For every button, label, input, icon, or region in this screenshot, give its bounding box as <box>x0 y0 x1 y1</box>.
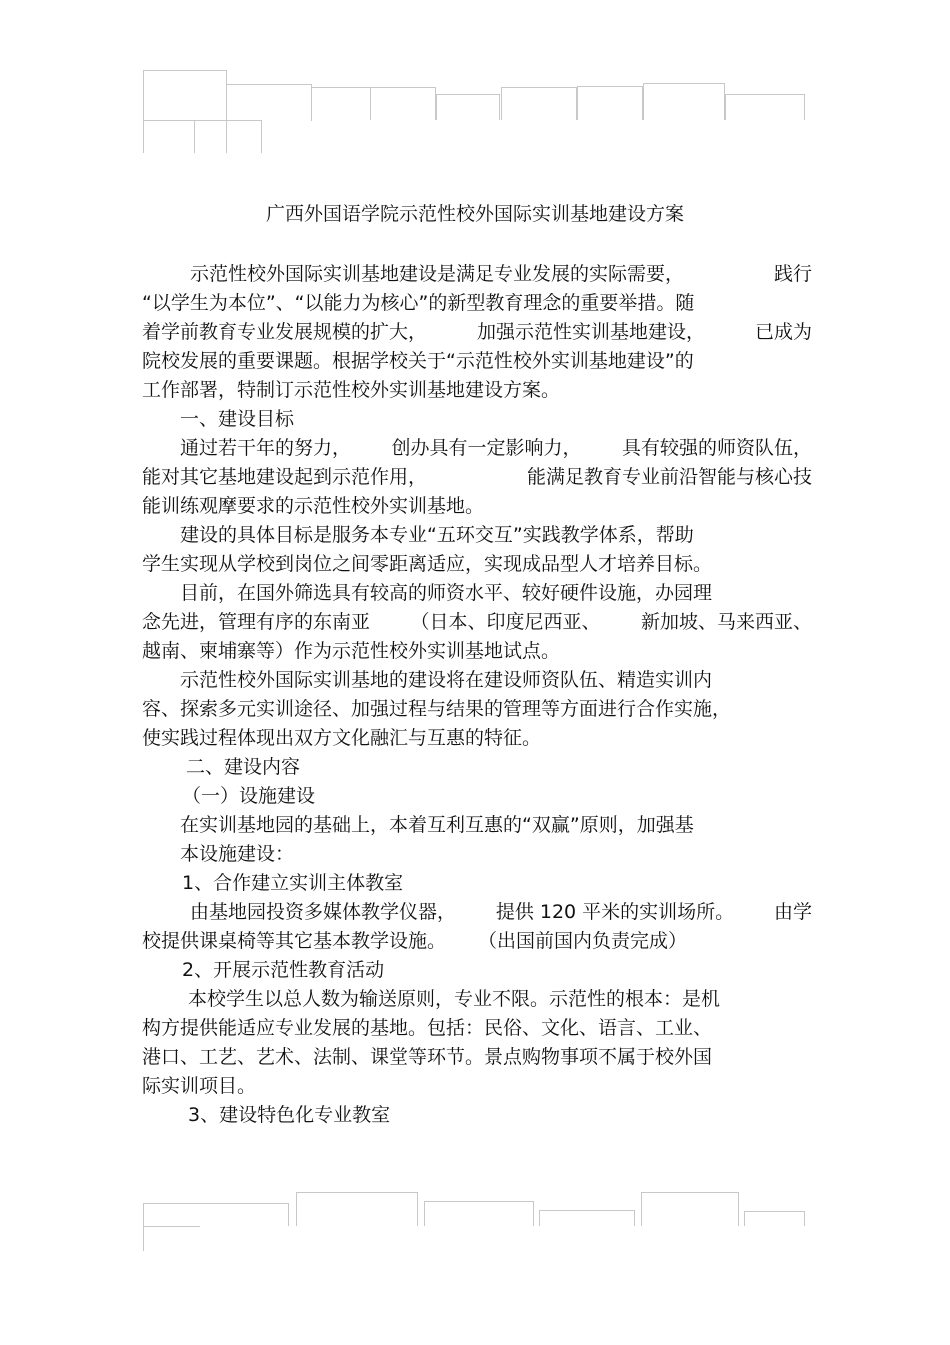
text-segment: 已成为 <box>754 321 812 343</box>
current-paragraph <box>142 579 812 666</box>
goal-paragraph <box>142 434 812 521</box>
top-border-fragment <box>725 94 805 120</box>
text-segment: 校提供课桌椅等其它基本教学设施。 <box>142 930 447 952</box>
top-border-fragment <box>143 120 194 153</box>
item-2-line-4: 际实训项目。 <box>142 1075 257 1097</box>
facility-line-2: 本设施建设： <box>180 843 295 865</box>
facility-line-1: 在实训基地园的基础上，本着互利互惠的“双赢”原则，加强基 <box>180 814 694 836</box>
intro-line-4: 院校发展的重要课题。根据学校关于“示范性校外实训基地建设”的 <box>142 350 694 372</box>
construction-line-1: 示范性校外国际实训基地的建设将在建设师资队伍、精造实训内 <box>180 669 713 691</box>
construction-line-2: 容、探索多元实训途径、加强过程与结果的管理等方面进行合作实施， <box>142 698 732 720</box>
item-heading-2: 2、开展示范性教育活动 <box>182 959 385 981</box>
text-segment: 具有较强的师资队伍， <box>621 437 812 459</box>
current-line-3: 越南、柬埔寨等）作为示范性校外实训基地试点。 <box>142 640 561 662</box>
construction-paragraph <box>142 666 812 753</box>
goal-line-2 <box>142 463 812 492</box>
bottom-border-fragment <box>539 1210 635 1226</box>
text-segment: 提供 120 平米的实训场所。 <box>495 901 735 923</box>
item-heading-3: 3、建设特色化专业教室 <box>188 1104 391 1126</box>
bottom-border-fragment <box>641 1192 739 1226</box>
bottom-border-fragment <box>424 1201 534 1226</box>
text-segment: 通过若干年的努力， <box>180 437 352 459</box>
spacer <box>719 927 812 956</box>
text-segment: 由基地园投资多媒体教学仪器， <box>190 901 457 923</box>
goal-line-1 <box>142 434 812 463</box>
bottom-border-fragment <box>744 1211 805 1226</box>
text-segment: 新加坡、马来西亚、 <box>640 611 812 633</box>
construction-line-3: 使实践过程体现出双方文化融汇与互惠的特征。 <box>142 727 542 749</box>
item-2-line-2: 构方提供能适应专业发展的基地。包括：民俗、文化、语言、工业、 <box>142 1017 713 1039</box>
text-segment: 着学前教育专业发展规模的扩大， <box>142 321 428 343</box>
intro-line-5: 工作部署，特制订示范性校外实训基地建设方案。 <box>142 379 561 401</box>
document-title: 广西外国语学院示范性校外国际实训基地建设方案 <box>265 203 684 225</box>
top-border-fragment <box>194 120 262 153</box>
intro-line-2: “以学生为本位”、“以能力为核心”的新型教育理念的重要举措。随 <box>142 292 695 314</box>
top-border-fragment <box>311 87 371 120</box>
subsection-heading-facility: （一）设施建设 <box>182 785 316 807</box>
top-border-fragment <box>370 87 436 120</box>
text-segment: （日本、印度尼西亚、 <box>410 611 601 633</box>
intro-line-3 <box>142 318 812 347</box>
item-heading-1: 1、合作建立实训主体教室 <box>182 872 404 894</box>
item-2-line-1: 本校学生以总人数为输送原则，专业不限。示范性的根本：是机 <box>188 988 721 1010</box>
document-body <box>142 260 812 1130</box>
item-2-line-3: 港口、工艺、艺术、法制、课堂等环节。景点购物事项不属于校外国 <box>142 1046 713 1068</box>
text-segment: （出国前国内负责完成） <box>478 930 688 952</box>
bottom-border-fragment <box>143 1203 289 1226</box>
text-segment: 念先进，管理有序的东南亚 <box>142 611 371 633</box>
top-border-fragment <box>436 94 500 120</box>
facility-paragraph <box>142 811 812 869</box>
item-1-line-1 <box>142 898 812 927</box>
text-segment: 由学 <box>773 901 812 923</box>
item-1-paragraph <box>142 898 812 956</box>
top-border-fragment <box>226 84 312 121</box>
top-border-fragment <box>501 87 577 120</box>
bottom-border-fragment <box>143 1226 200 1251</box>
section-heading-goals: 一、建设目标 <box>180 408 295 430</box>
text-segment: 创办具有一定影响力， <box>391 437 582 459</box>
intro-line-1 <box>142 260 812 289</box>
top-border-fragment <box>577 86 643 120</box>
specific-goal-line-1: 建设的具体目标是服务本专业“五环交互”实践教学体系，帮助 <box>180 524 694 546</box>
text-segment: 示范性校外国际实训基地建设是满足专业发展的实际需要， <box>190 263 685 285</box>
top-border-fragment <box>643 83 725 120</box>
bottom-border-fragment <box>296 1192 418 1226</box>
item-1-line-2 <box>142 927 812 956</box>
item-2-paragraph <box>142 985 812 1101</box>
text-segment: 能对其它基地建设起到示范作用， <box>142 466 428 488</box>
current-line-2 <box>142 608 812 637</box>
goal-line-3: 能训练观摩要求的示范性校外实训基地。 <box>142 495 485 517</box>
specific-goal-line-2: 学生实现从学校到岗位之间零距离适应，实现成品型人才培养目标。 <box>142 553 713 575</box>
text-segment: 加强示范性实训基地建设， <box>476 321 705 343</box>
intro-paragraph <box>142 260 812 405</box>
text-segment: 能满足教育专业前沿智能与核心技 <box>526 466 812 488</box>
text-segment: 践行 <box>773 263 812 285</box>
specific-goal-paragraph <box>142 521 812 579</box>
current-line-1: 目前，在国外筛选具有较高的师资水平、较好硬件设施，办园理 <box>180 582 713 604</box>
section-heading-content: 二、建设内容 <box>186 756 301 778</box>
